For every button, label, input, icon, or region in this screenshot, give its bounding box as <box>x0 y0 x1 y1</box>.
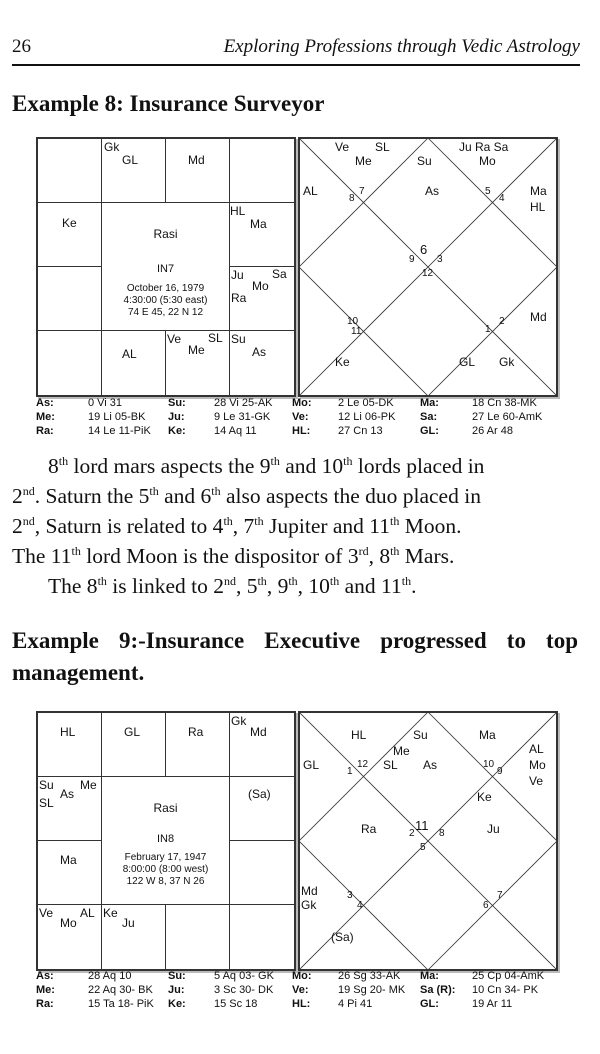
rasi-cell <box>37 266 102 331</box>
planet-label: Gk <box>231 714 247 728</box>
house-number: 5 <box>485 186 491 197</box>
position-value: 26 Ar 48 <box>472 425 513 437</box>
planet-label: Me <box>393 744 410 758</box>
planet-label: Ma <box>479 728 496 742</box>
position-value: 27 Le 60-AmK <box>472 411 543 423</box>
planet-label: Md <box>250 725 267 739</box>
rasi-cell <box>37 904 102 970</box>
house-number: 3 <box>347 890 353 901</box>
planet-label: AL <box>80 906 95 920</box>
planet-label: Ma <box>250 217 267 231</box>
position-value: 15 Ta 18- PiK <box>88 998 154 1010</box>
planet-label: Mo <box>529 758 546 772</box>
rasi-cell <box>37 840 102 905</box>
planet-label: Sa <box>272 267 287 281</box>
planet-label: Ju <box>487 822 500 836</box>
planet-label: Ve <box>39 906 54 920</box>
example-8-positions-table <box>36 397 556 443</box>
planet-label: GL <box>459 355 476 369</box>
example-9-heading-line2: management. <box>12 660 145 685</box>
house-number: 9 <box>409 254 415 265</box>
planet-label: (Sa) <box>248 787 271 801</box>
page-number: 26 <box>12 36 31 57</box>
house-number: 10 <box>347 316 359 327</box>
example-8-paragraph-line: 2nd. Saturn the 5th and 6th also aspects the duo placed in <box>12 484 481 508</box>
position-value: 19 Li 05-BK <box>88 411 146 423</box>
example-8-rasi-chart <box>36 137 296 397</box>
position-key: GL: <box>420 425 439 437</box>
house-number: 1 <box>347 766 353 777</box>
position-value: 2 Le 05-DK <box>338 397 394 409</box>
planet-label: Ju Ra Sa <box>459 140 509 154</box>
chart-code: IN7 <box>156 263 175 275</box>
planet-label: Gk <box>301 898 317 912</box>
rasi-cell <box>165 712 230 777</box>
rasi-cell <box>229 202 295 267</box>
house-number: 11 <box>415 818 429 833</box>
rasi-cell <box>37 776 102 841</box>
rasi-cell <box>101 904 166 970</box>
rasi-cell <box>37 712 102 777</box>
planet-label: AL <box>529 742 544 756</box>
position-key: Ra: <box>36 998 54 1010</box>
example-9-positions-table <box>36 970 556 1016</box>
position-key: Me: <box>36 411 55 423</box>
house-number: 6 <box>420 242 428 257</box>
planet-label: Ke <box>335 355 350 369</box>
house-number: 8 <box>349 193 355 204</box>
planet-label: (Sa) <box>331 930 354 944</box>
example-9-north-chart <box>298 711 558 971</box>
planet-label: HL <box>530 200 546 214</box>
position-value: 12 Li 06-PK <box>338 411 396 423</box>
planet-label: HL <box>351 728 367 742</box>
birth-time: 4:30:00 (5:30 east) <box>123 295 208 306</box>
example-8-paragraph-line: The 8th is linked to 2nd, 5th, 9th, 10th and 11th. <box>48 574 417 598</box>
planet-label: GL <box>303 758 320 772</box>
house-number: 7 <box>359 186 365 197</box>
rasi-cell <box>229 904 295 970</box>
planet-label: Md <box>530 310 547 324</box>
position-key: HL: <box>292 998 311 1010</box>
planet-label: Ve <box>335 140 350 154</box>
position-key: HL: <box>292 425 311 437</box>
planet-label: HL <box>230 204 246 218</box>
planet-label: Mo <box>479 154 496 168</box>
house-number: 9 <box>497 766 503 777</box>
position-key: GL: <box>420 998 439 1010</box>
rasi-cell <box>229 712 295 777</box>
position-value: 3 Sc 30- DK <box>214 984 274 996</box>
rasi-cell <box>101 138 166 203</box>
planet-label: Md <box>188 153 205 167</box>
planet-label: Me <box>80 778 97 792</box>
rasi-cell <box>37 330 102 396</box>
birth-coords: 122 W 8, 37 N 26 <box>126 876 205 887</box>
rasi-cell <box>101 712 166 777</box>
position-value: 22 Aq 30- BK <box>88 984 153 996</box>
house-number: 1 <box>485 324 491 335</box>
planet-label: GL <box>124 725 141 739</box>
position-key: Sa: <box>420 411 438 423</box>
birth-coords: 74 E 45, 22 N 12 <box>127 307 204 318</box>
rasi-cell <box>229 840 295 905</box>
position-key: Ju: <box>168 411 185 423</box>
position-value: 27 Cn 13 <box>338 425 383 437</box>
planet-label: Ve <box>167 332 182 346</box>
planet-label: As <box>423 758 438 772</box>
planet-label: As <box>425 184 440 198</box>
house-number: 10 <box>483 759 495 770</box>
planet-label: Ma <box>60 853 77 867</box>
house-number: 4 <box>357 900 363 911</box>
position-key: Ke: <box>168 425 186 437</box>
position-key: Mo: <box>292 397 312 409</box>
house-number: 11 <box>351 326 362 337</box>
rasi-center <box>101 776 230 905</box>
planet-label: Su <box>231 332 246 346</box>
example-9-heading: Example 9:-Insurance Executive progressed to top <box>12 628 578 653</box>
house-number: 12 <box>357 759 369 770</box>
position-key: Ve: <box>292 411 309 423</box>
planet-label: Su <box>417 154 432 168</box>
planet-label: SL <box>375 140 390 154</box>
rasi-cell <box>165 138 230 203</box>
planet-label: AL <box>122 347 137 361</box>
planet-label: Md <box>301 884 318 898</box>
position-value: 28 Vi 25-AK <box>214 397 273 409</box>
house-number: 6 <box>483 900 489 911</box>
position-key: Ve: <box>292 984 309 996</box>
position-key: Su: <box>168 397 186 409</box>
house-number: 2 <box>499 316 505 327</box>
planet-label: Ra <box>231 291 247 305</box>
planet-label: Ke <box>103 906 118 920</box>
planet-label: Ra <box>188 725 204 739</box>
example-8-paragraph-line: 2nd, Saturn is related to 4th, 7th Jupiter and 11th Moon. <box>12 514 462 538</box>
planet-label: Ve <box>529 774 544 788</box>
planet-label: Ju <box>122 916 135 930</box>
position-value: 4 Pi 41 <box>338 998 373 1010</box>
position-value: 26 Sg 33-AK <box>338 970 401 982</box>
planet-label: AL <box>303 184 318 198</box>
house-number: 5 <box>420 842 426 853</box>
house-number: 12 <box>422 268 434 279</box>
rasi-cell <box>165 330 230 396</box>
planet-label: As <box>252 345 267 359</box>
planet-label: Mo <box>252 279 269 293</box>
house-number: 2 <box>409 828 415 839</box>
position-value: 19 Sg 20- MK <box>338 984 406 996</box>
book-title: Exploring Professions through Vedic Astrology <box>223 36 580 57</box>
example-8-paragraph-line: The 11th lord Moon is the dispositor of 3rd, 8th Mars. <box>12 544 455 568</box>
position-key: Su: <box>168 970 186 982</box>
planet-label: HL <box>60 725 76 739</box>
planet-label: Me <box>188 343 205 357</box>
house-number: 8 <box>439 828 445 839</box>
example-9-rasi-chart <box>36 711 296 971</box>
rasi-cell <box>229 330 295 396</box>
house-number: 7 <box>497 890 503 901</box>
planet-label: Ke <box>62 216 77 230</box>
position-key: Ra: <box>36 425 54 437</box>
position-key: As: <box>36 397 54 409</box>
position-key: As: <box>36 970 54 982</box>
position-value: 0 Vi 31 <box>88 397 123 409</box>
position-key: Mo: <box>292 970 312 982</box>
position-value: 19 Ar 11 <box>472 998 513 1010</box>
planet-label: Gk <box>499 355 515 369</box>
position-value: 15 Sc 18 <box>214 998 258 1010</box>
birth-date: October 16, 1979 <box>126 283 205 294</box>
position-key: Ma: <box>420 397 439 409</box>
rasi-center <box>101 202 230 331</box>
position-value: 5 Aq 03- GK <box>214 970 274 982</box>
position-key: Sa (R): <box>420 984 456 996</box>
position-key: Ma: <box>420 970 439 982</box>
house-number: 4 <box>499 193 505 204</box>
planet-label: SL <box>383 758 398 772</box>
planet-label: Su <box>413 728 428 742</box>
birth-date: February 17, 1947 <box>124 852 207 863</box>
position-value: 25 Cp 04-AmK <box>472 970 545 982</box>
planet-label: SL <box>39 796 54 810</box>
planet-label: SL <box>208 331 223 345</box>
planet-label: Me <box>355 154 372 168</box>
planet-label: Ra <box>361 822 377 836</box>
position-value: 10 Cn 34- PK <box>472 984 539 996</box>
example-8-north-chart <box>298 137 558 397</box>
chart-title: Rasi <box>153 801 178 815</box>
birth-time: 8:00:00 (8:00 west) <box>122 864 209 875</box>
planet-label: Ma <box>530 184 547 198</box>
example-8-paragraph-line: 8th lord mars aspects the 9th and 10th lords placed in <box>48 454 485 478</box>
house-number: 3 <box>437 254 443 265</box>
position-key: Me: <box>36 984 55 996</box>
page-header <box>12 36 580 66</box>
position-key: Ju: <box>168 984 185 996</box>
position-value: 18 Cn 38-MK <box>472 397 537 409</box>
position-value: 14 Le 11-PiK <box>88 425 151 437</box>
planet-label: Mo <box>60 916 77 930</box>
planet-label: Ke <box>477 790 492 804</box>
rasi-cell <box>37 202 102 267</box>
position-value: 14 Aq 11 <box>214 425 257 437</box>
chart-code: IN8 <box>156 833 175 845</box>
planet-label: As <box>60 787 75 801</box>
planet-label: Gk <box>104 140 120 154</box>
rasi-cell <box>229 138 295 203</box>
position-key: Ke: <box>168 998 186 1010</box>
rasi-cell <box>165 904 230 970</box>
example-8-heading: Example 8: Insurance Surveyor <box>12 91 325 116</box>
chart-title: Rasi <box>153 227 178 241</box>
planet-label: GL <box>122 153 139 167</box>
rasi-cell <box>229 266 295 331</box>
planet-label: Su <box>39 778 54 792</box>
planet-label: Ju <box>231 268 244 282</box>
position-value: 28 Aq 10 <box>88 970 132 982</box>
rasi-cell <box>229 776 295 841</box>
rasi-cell <box>37 138 102 203</box>
rasi-cell <box>101 330 166 396</box>
position-value: 9 Le 31-GK <box>214 411 271 423</box>
